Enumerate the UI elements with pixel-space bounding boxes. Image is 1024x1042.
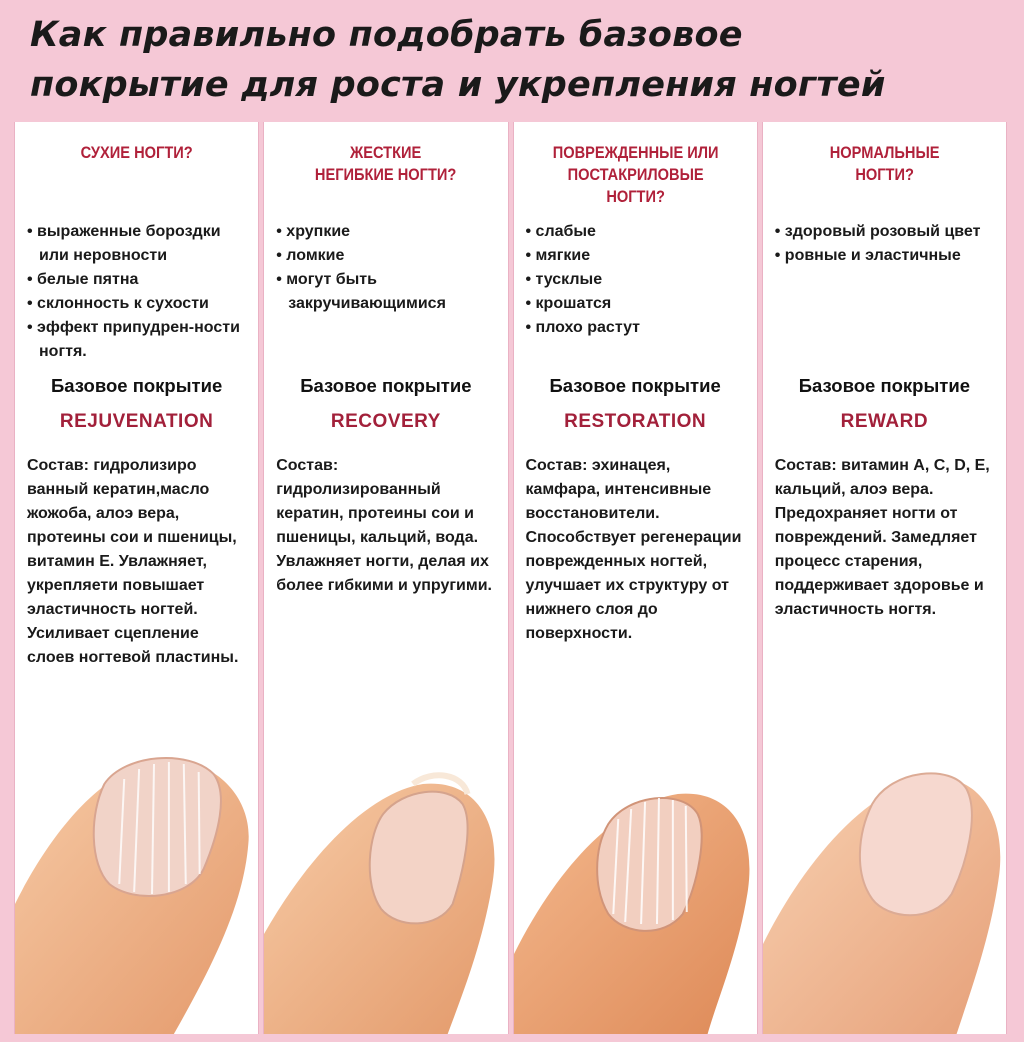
symptom-item: • ровные и эластичные	[775, 244, 1000, 268]
product-name: RECOVERY	[330, 411, 441, 432]
symptom-item: • склонность к сухости	[27, 292, 252, 316]
symptom-list	[15, 220, 258, 368]
product-name: REJUVENATION	[59, 411, 214, 432]
symptom-item: • эффект припудрен-ности ногтя.	[27, 316, 252, 364]
column-heading: СУХИЕ НОГТИ?	[80, 143, 193, 162]
composition-text: Состав: витамин А, С, D, Е, кальций, алоэ вера. Предохраняет ногти от повреждений. Замедляет процесс старения, поддерживает здоровье и эластичность ногтя.	[774, 457, 990, 618]
title-line-1: Как правильно подобрать базовое	[30, 15, 743, 55]
symptom-list	[264, 220, 507, 368]
column-heading: ПОВРЕЖДЕННЫЕ ИЛИ ПОСТАКРИЛОВЫЕ НОГТИ?	[552, 143, 719, 206]
column-stiff-nails	[263, 122, 508, 1034]
symptom-list	[514, 220, 757, 368]
composition-text: Состав: гидролизиро ванный кератин,масло жожоба, алоэ вера, протеины сои и пшеницы, витамин Е. Увлажняет, укрепляети повышает эластичность ногтей. Усиливает сцепление слоев ногтевой пластины.	[27, 457, 239, 666]
product-name: REWARD	[840, 411, 929, 432]
symptom-item: • ломкие	[276, 244, 501, 268]
comparison-columns	[14, 122, 1007, 1034]
symptom-item: • слабые	[526, 220, 751, 244]
column-normal-nails	[762, 122, 1007, 1034]
symptom-item: • могут быть закручивающимися	[276, 268, 501, 316]
symptom-item: • хрупкие	[276, 220, 501, 244]
dry-ridged-nail-finger-icon	[15, 734, 258, 1034]
product-name: RESTORATION	[564, 411, 707, 432]
page-title	[30, 10, 1010, 110]
symptom-item: • здоровый розовый цвет	[775, 220, 1000, 244]
column-dry-nails	[14, 122, 259, 1034]
brittle-nail-finger-icon	[264, 734, 507, 1034]
base-coat-label: Базовое покрытие	[50, 375, 223, 396]
symptom-item: • белые пятна	[27, 268, 252, 292]
damaged-nail-finger-icon	[514, 734, 757, 1034]
symptom-item: • крошатся	[526, 292, 751, 316]
base-coat-label: Базовое покрытие	[549, 375, 721, 396]
column-heading: НОРМАЛЬНЫЕ НОГТИ?	[829, 143, 940, 184]
title-line-2: покрытие для роста и укрепления ногтей	[30, 65, 886, 105]
symptom-item: • плохо растут	[526, 316, 751, 340]
healthy-nail-finger-icon	[763, 734, 1006, 1034]
symptom-item: • тусклые	[526, 268, 751, 292]
composition-text: Состав: эхинацея, камфара, интенсивные восстановители. Способствует регенерации поврежденных ногтей, улучшает их структуру от нижнего слоя до поверхности.	[525, 457, 742, 642]
base-coat-label: Базовое покрытие	[798, 375, 970, 396]
symptom-item: • мягкие	[526, 244, 751, 268]
column-damaged-nails	[513, 122, 758, 1034]
composition-text: Состав: гидролизированный кератин, протеины сои и пшеницы, кальций, вода. Увлажняет ногти, делая их более гибкими и упругими.	[276, 457, 492, 594]
column-heading: ЖЕСТКИЕ НЕГИБКИЕ НОГТИ?	[315, 143, 457, 184]
base-coat-label: Базовое покрытие	[300, 375, 472, 396]
symptom-item: • выраженные бороздки или неровности	[27, 220, 252, 268]
symptom-list	[763, 220, 1006, 368]
